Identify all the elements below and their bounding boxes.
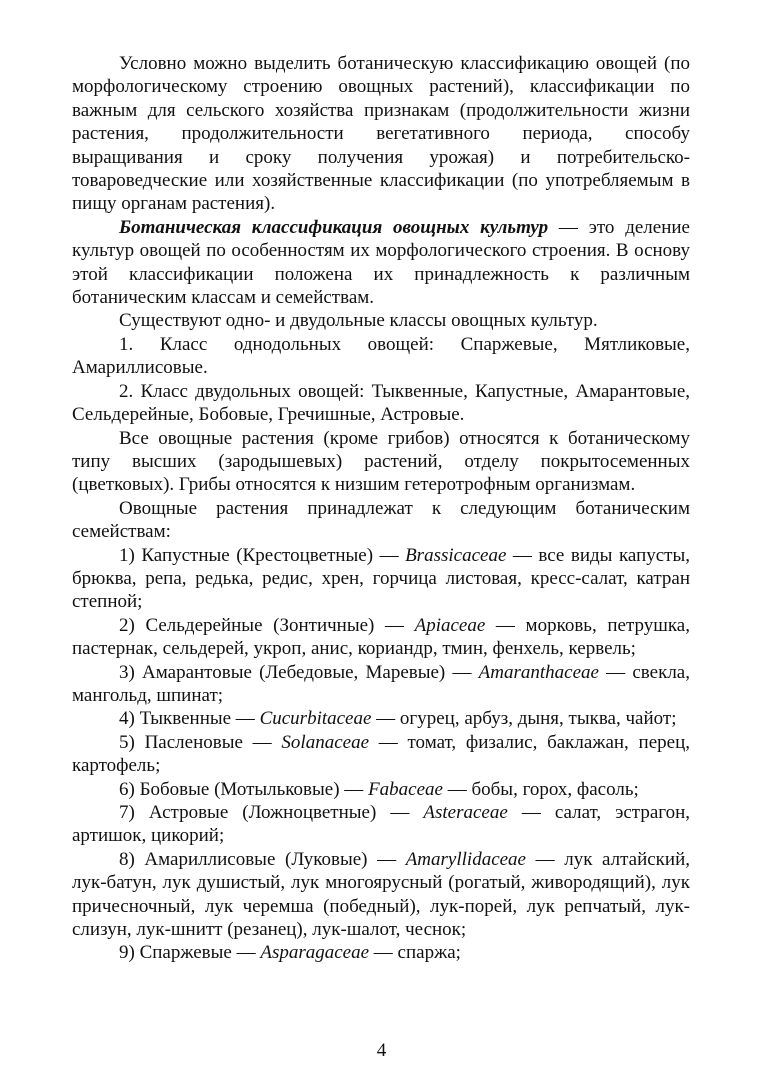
- family-latin: Fabaceae: [368, 778, 443, 800]
- family-members: — томат, физалис, баклажан, перец, картофель;: [72, 731, 690, 777]
- family-item: [72, 941, 690, 964]
- family-members: — лук алтайский, лук-батун, лук душистый, лук многоярусный (рогатый, живородящий), лук причесночный, лук черемша (победный), лук-порей, лук репчатый, лук-слизун, лук-шнитт (резанец), лук-шалот, чеснок;: [72, 848, 690, 941]
- family-latin: Solanaceae: [281, 731, 369, 753]
- family-name: 4) Тыквенные —: [119, 708, 260, 730]
- botanical-definition-text: — это деление культур овощей по особенностям их морфологического строения. В основу этой классификации положена их принадлежность к различным ботаническим классам и семействам.: [72, 216, 690, 309]
- family-latin: Amaryllidaceae: [405, 848, 526, 870]
- family-members: — бобы, горох, фасоль;: [442, 778, 639, 800]
- family-name: 3) Амарантовые (Лебедовые, Маревые) —: [119, 661, 479, 683]
- family-latin: Asteraceae: [423, 802, 508, 823]
- page-body: [72, 52, 690, 965]
- family-item: [72, 544, 690, 614]
- paragraph-all-plants: Все овощные растения (кроме грибов) относятся к ботаническому типу высших (зародышевых) растений, отделу покрытосеменных (цветковых). Грибы относятся к низшим гетеротрофным организмам.: [72, 427, 690, 496]
- family-members: — свекла, мангольд, шпинат;: [72, 661, 690, 706]
- family-name: 5) Пасленовые —: [119, 731, 282, 753]
- paragraph-classes-intro: Существуют одно- и двудольные классы овощных культур.: [119, 310, 598, 332]
- paragraph-botanical-definition: [72, 216, 690, 310]
- family-members: — огурец, арбуз, дыня, тыква, чайот;: [371, 708, 677, 730]
- family-latin: Amaranthaceae: [478, 661, 599, 683]
- family-name: 1) Капустные (Крестоцветные) —: [119, 544, 406, 566]
- family-item: [72, 707, 690, 730]
- family-members: — спаржа;: [369, 942, 461, 964]
- family-item: [72, 778, 690, 801]
- family-members: — салат, эстрагон, артишок, цикорий;: [72, 802, 691, 847]
- family-latin: Asparagaceae: [260, 942, 370, 964]
- paragraph-families-intro: Овощные растения принадлежат к следующим ботаническим семействам:: [72, 497, 690, 543]
- family-name: 8) Амариллисовые (Луковые) —: [119, 848, 406, 870]
- family-latin: Cucurbitaceae: [259, 708, 372, 730]
- family-name: 9) Спаржевые —: [119, 942, 261, 964]
- paragraph-class-2: 2. Класс двудольных овощей: Тыквенные, Капустные, Амарантовые, Сельдерейные, Бобовые, Гречишные, Астровые.: [72, 380, 690, 426]
- family-latin: Brassicaceae: [405, 544, 507, 566]
- paragraph-class-1: 1. Класс однодольных овощей: Спаржевые, Мятликовые, Амариллисовые.: [72, 333, 690, 379]
- family-item: [72, 731, 690, 778]
- family-members: — морковь, петрушка, пастернак, сельдерей, укроп, анис, кориандр, тмин, фенхель, кервель;: [72, 614, 690, 660]
- family-item: [72, 801, 690, 848]
- family-latin: Apiaceae: [414, 614, 486, 636]
- family-name: 7) Астровые (Ложноцветные) —: [119, 802, 424, 823]
- family-item: [72, 614, 690, 661]
- family-item: [72, 848, 690, 942]
- family-item: [72, 661, 690, 708]
- botanical-term: Ботаническая классификация овощных культур: [119, 216, 549, 238]
- family-name: 2) Сельдерейные (Зонтичные) —: [119, 614, 415, 636]
- family-members: — все виды капусты, брюква, репа, редька, редис, хрен, горчица листовая, кресс-салат, катран степной;: [72, 544, 690, 613]
- family-name: 6) Бобовые (Мотыльковые) —: [119, 778, 369, 800]
- paragraph-intro: Условно можно выделить ботаническую классификацию овощей (по морфологическому строению овощных растений), классификации по важным для сельского хозяйства признакам (продолжительности жизни растения, продолжительности вегетативного периода, способу выращивания и сроку получения урожая) и потребительско-товароведческие или хозяйственные классификации (по употребляемым в пищу органам растения).: [72, 53, 690, 215]
- page-number: 4: [376, 1040, 387, 1061]
